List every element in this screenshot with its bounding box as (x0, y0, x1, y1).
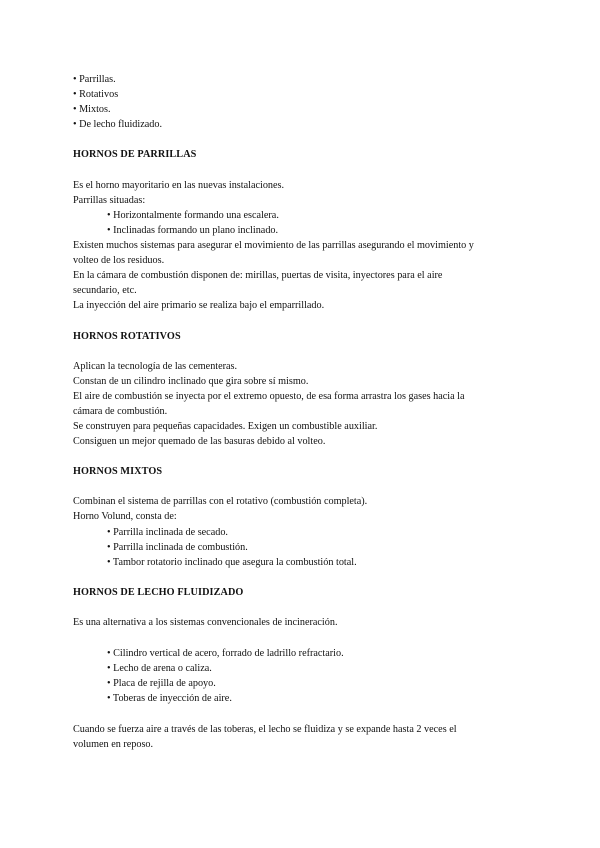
paragraph: volteo de los residuos. (73, 255, 165, 266)
section-heading-mixtos: HORNOS MIXTOS (73, 466, 163, 477)
list-item: • Mixtos. (73, 104, 111, 115)
paragraph: volumen en reposo. (73, 739, 154, 750)
list-item: • Toberas de inyección de aire. (107, 693, 232, 704)
paragraph: En la cámara de combustión disponen de: mirillas, puertas de visita, inyectores para el aire (73, 270, 443, 281)
list-item: • Parrilla inclinada de combustión. (107, 542, 248, 553)
paragraph: Es el horno mayoritario en las nuevas instalaciones. (73, 180, 285, 191)
section-heading-rotativos: HORNOS ROTATIVOS (73, 331, 181, 342)
paragraph: cámara de combustión. (73, 406, 168, 417)
list-item: • Parrillas. (73, 74, 116, 85)
paragraph: Combinan el sistema de parrillas con el rotativo (combustión completa). (73, 496, 368, 507)
paragraph: Es una alternativa a los sistemas convencionales de incineración. (73, 617, 338, 628)
section-heading-lecho-fluidizado: HORNOS DE LECHO FLUIDIZADO (73, 587, 244, 598)
paragraph: secundario, etc. (73, 285, 137, 296)
list-item: • Tambor rotatorio inclinado que asegura la combustión total. (107, 557, 357, 568)
list-item: • Lecho de arena o caliza. (107, 663, 212, 674)
section-heading-parrillas: HORNOS DE PARRILLAS (73, 149, 197, 160)
list-item: • Horizontalmente formando una escalera. (107, 210, 279, 221)
list-item: • Rotativos (73, 89, 119, 100)
paragraph: Horno Volund, consta de: (73, 511, 177, 522)
list-item: • De lecho fluidizado. (73, 119, 162, 130)
paragraph: Aplican la tecnología de las cementeras. (73, 361, 238, 372)
paragraph: Se construyen para pequeñas capacidades. Exigen un combustible auxiliar. (73, 421, 378, 432)
list-item: • Placa de rejilla de apoyo. (107, 678, 216, 689)
list-item: • Cilindro vertical de acero, forrado de ladrillo refractario. (107, 648, 344, 659)
paragraph: Consiguen un mejor quemado de las basuras debido al volteo. (73, 436, 326, 447)
paragraph: Cuando se fuerza aire a través de las toberas, el lecho se fluidiza y se expande hasta 2 veces el (73, 724, 457, 735)
paragraph: El aire de combustión se inyecta por el extremo opuesto, de esa forma arrastra los gases hacia la (73, 391, 465, 402)
paragraph: Existen muchos sistemas para asegurar el movimiento de las parrillas asegurando el movimiento y (73, 240, 474, 251)
paragraph: Parrillas situadas: (73, 195, 146, 206)
paragraph: Constan de un cilindro inclinado que gira sobre sí mismo. (73, 376, 309, 387)
paragraph: La inyección del aire primario se realiza bajo el emparrillado. (73, 300, 325, 311)
list-item: • Parrilla inclinada de secado. (107, 527, 228, 538)
list-item: • Inclinadas formando un plano inclinado. (107, 225, 279, 236)
